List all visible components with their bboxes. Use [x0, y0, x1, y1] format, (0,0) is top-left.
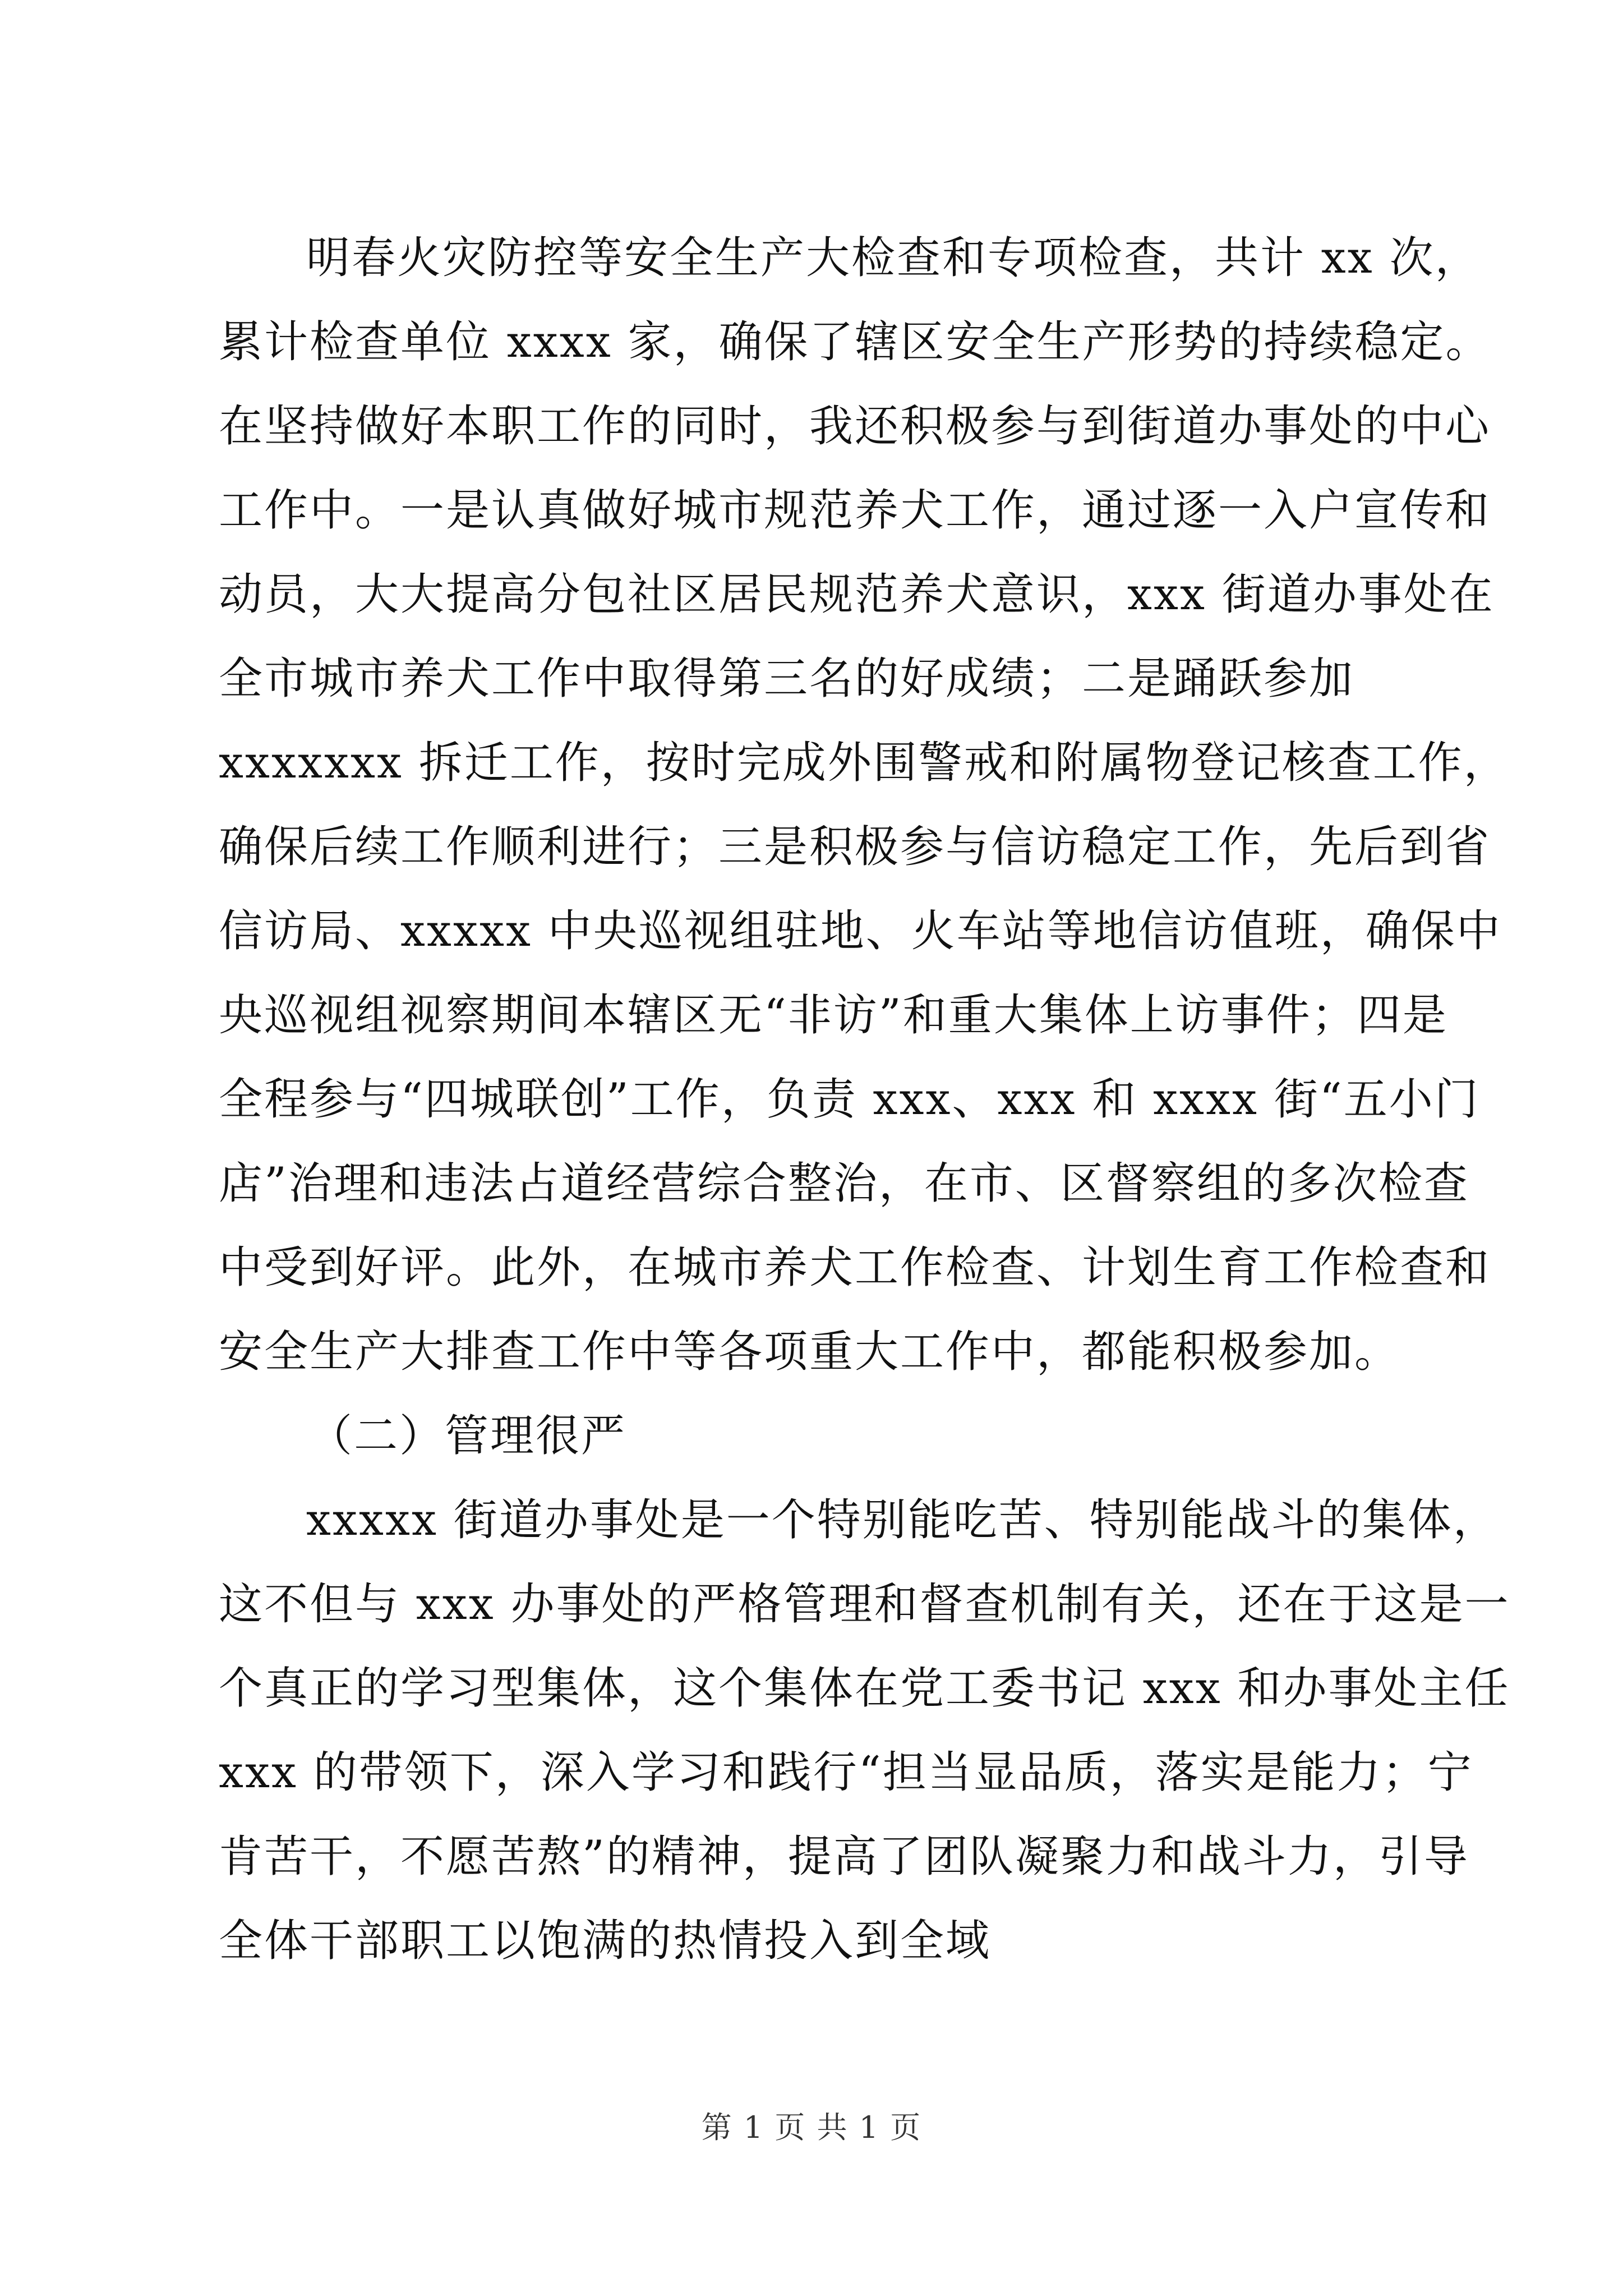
paragraph-line: 全体干部职工以饱满的热情投入到全域	[219, 1916, 992, 1966]
page-number-footer: 第 1 页 共 1 页	[701, 2110, 922, 2145]
paragraph-line: 明春火灾防控等安全生产大检查和专项检查，共计 xx 次，	[306, 233, 1481, 283]
paragraph-line: xxxxxxx 拆迁工作，按时完成外围警戒和附属物登记核查工作，	[219, 738, 1509, 788]
paragraph-line: 中受到好评。此外，在城市养犬工作检查、计划生育工作检查和	[219, 1243, 1491, 1293]
paragraph-line: 动员，大大提高分包社区居民规范养犬意识，xxx 街道办事处在	[219, 569, 1495, 620]
paragraph-line: xxxxx 街道办事处是一个特别能吃苦、特别能战斗的集体，	[306, 1495, 1498, 1545]
paragraph-line: 工作中。一是认真做好城市规范养犬工作，通过逐一入户宣传和	[219, 485, 1491, 536]
section-heading: （二）管理很严	[308, 1411, 627, 1461]
paragraph-line: 个真正的学习型集体，这个集体在党工委书记 xxx 和办事处主任	[219, 1663, 1510, 1714]
paragraph-line: 安全生产大排查工作中等各项重大工作中，都能积极参加。	[219, 1327, 1400, 1377]
paragraph-line: 累计检查单位 xxxx 家，确保了辖区安全生产形势的持续稳定。	[219, 317, 1491, 367]
paragraph-line: 这不但与 xxx 办事处的严格管理和督查机制有关，还在于这是一	[219, 1579, 1510, 1630]
paragraph-line: 信访局、xxxxx 中央巡视组驻地、火车站等地信访值班，确保中	[219, 906, 1502, 956]
document-body	[219, 216, 1510, 1983]
paragraph-line: 央巡视组视察期间本辖区无“非访”和重大集体上访事件；四是	[219, 990, 1448, 1041]
paragraph-line: 确保后续工作顺利进行；三是积极参与信访稳定工作，先后到省	[219, 822, 1491, 872]
paragraph-line: 全程参与“四城联创”工作，负责 xxx、xxx 和 xxxx 街“五小门	[219, 1074, 1480, 1125]
paragraph-line: 肯苦干，不愿苦熬”的精神，提高了团队凝聚力和战斗力，引导	[219, 1832, 1469, 1882]
paragraph-line: xxx 的带领下，深入学习和践行“担当显品质，落实是能力；宁	[219, 1747, 1473, 1798]
paragraph-line: 全市城市养犬工作中取得第三名的好成绩；二是踊跃参加	[219, 654, 1355, 704]
paragraph-line: 在坚持做好本职工作的同时，我还积极参与到街道办事处的中心	[219, 401, 1491, 452]
paragraph-line: 店”治理和违法占道经营综合整治，在市、区督察组的多次检查	[219, 1158, 1469, 1209]
